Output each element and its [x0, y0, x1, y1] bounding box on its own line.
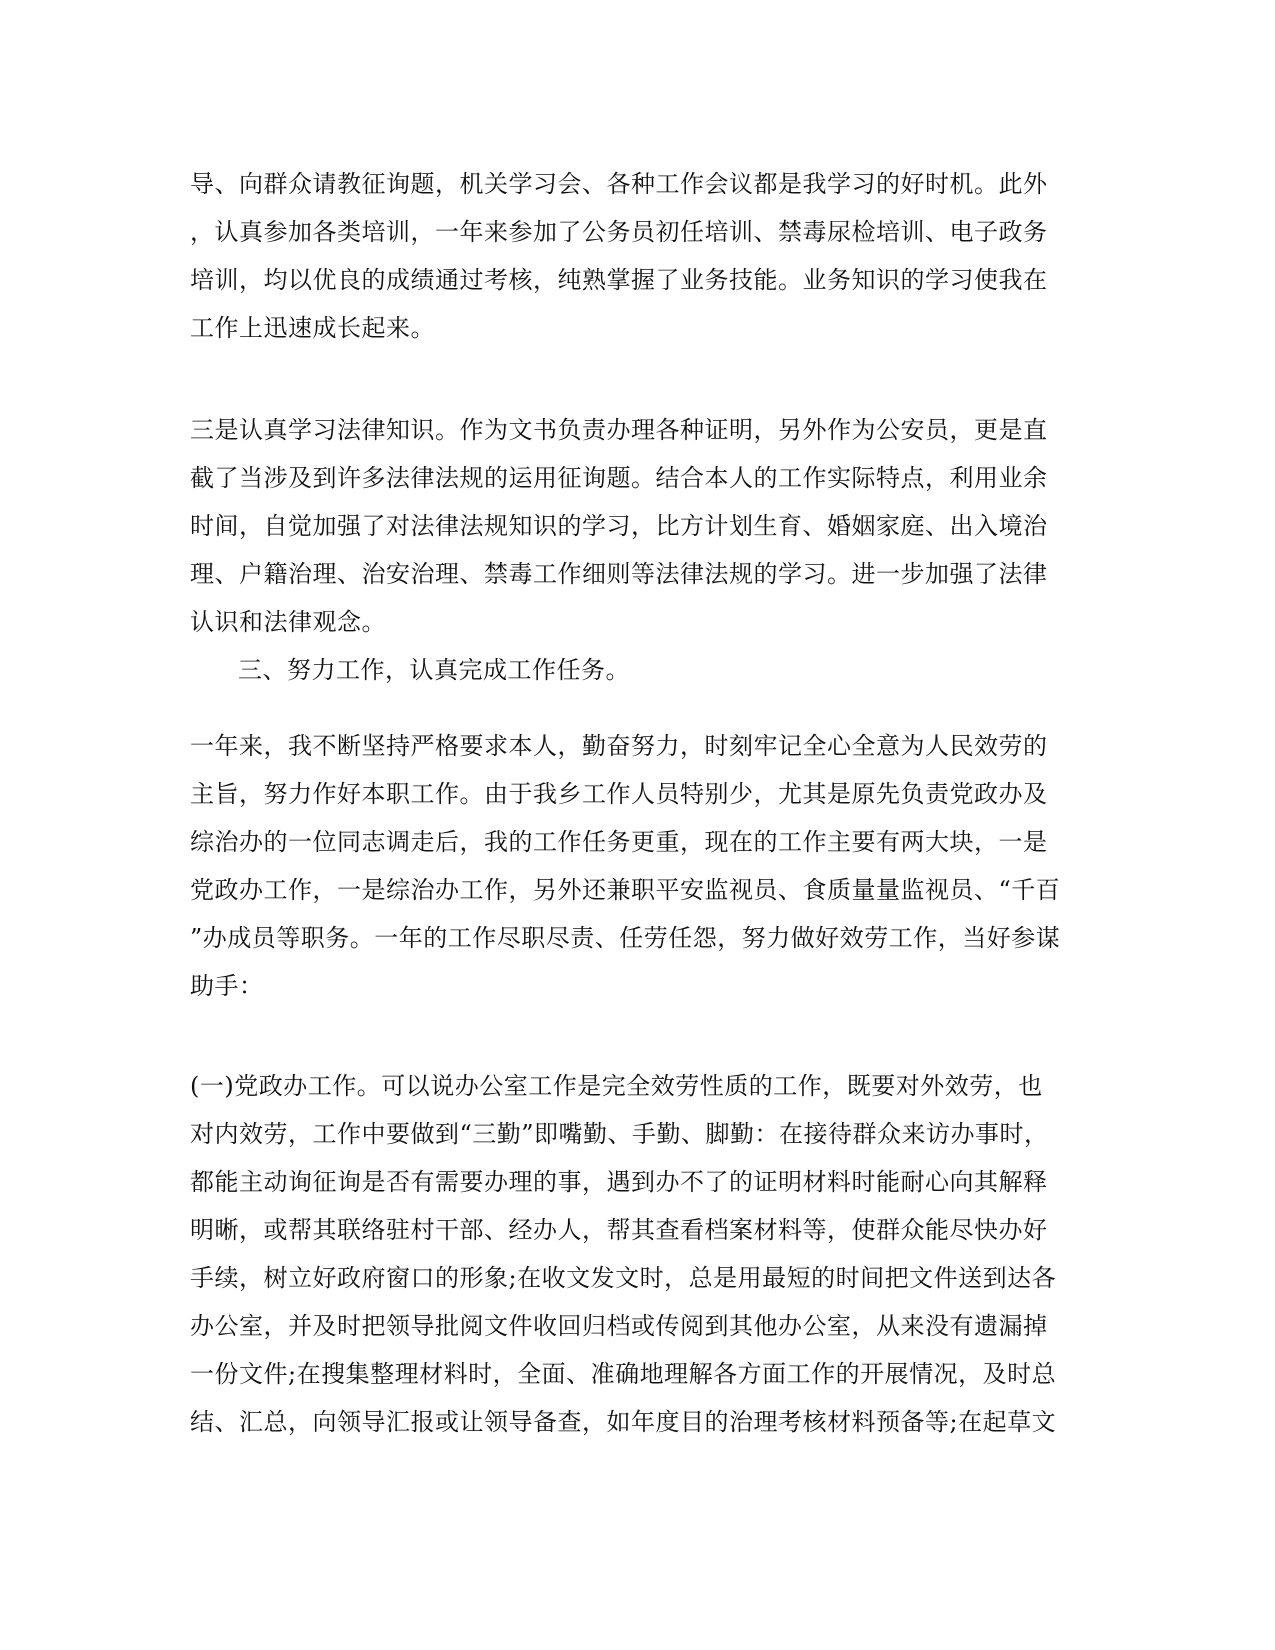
- text-line: 理、户籍治理、治安治理、禁毒工作细则等法律法规的学习。进一步加强了法律: [190, 560, 1048, 588]
- text-line: 截了当涉及到许多法律法规的运用征询题。结合本人的工作实际特点，利用业余: [190, 464, 1048, 492]
- text-line: 时间，自觉加强了对法律法规知识的学习，比方计划生育、婚姻家庭、出入境治: [190, 512, 1048, 540]
- text-line: 导、向群众请教征询题，机关学习会、各种工作会议都是我学习的好时机。此外: [190, 170, 1048, 198]
- text-line: 认识和法律观念。: [190, 608, 386, 636]
- text-line: 办公室，并及时把领导批阅文件收回归档或传阅到其他办公室，从来没有遗漏掉: [190, 1312, 1048, 1340]
- text-line: 三是认真学习法律知识。作为文书负责办理各种证明，另外作为公安员，更是直: [190, 416, 1048, 444]
- paragraph-legal-learning: [190, 406, 1070, 646]
- text-line: 工作上迅速成长起来。: [190, 314, 435, 342]
- text-line: ，认真参加各类培训，一年来参加了公务员初任培训、禁毒尿检培训、电子政务: [190, 218, 1048, 246]
- paragraph-business-learning: [190, 160, 1070, 352]
- text-line: 都能主动询征询是否有需要办理的事，遇到办不了的证明材料时能耐心向其解释: [190, 1168, 1048, 1196]
- text-line: 主旨，努力作好本职工作。由于我乡工作人员特别少，尤其是原先负责党政办及: [190, 780, 1048, 808]
- section-heading: [190, 646, 1070, 694]
- text-line: 一份文件;在搜集整理材料时，全面、准确地理解各方面工作的开展情况，及时总: [190, 1360, 1057, 1388]
- text-line: 手续，树立好政府窗口的形象;在收文发文时，总是用最短的时间把文件送到达各: [190, 1264, 1057, 1292]
- text-line: 结、汇总，向领导汇报或让领导备查，如年度目的治理考核材料预备等;在起草文: [190, 1408, 1057, 1436]
- text-line: 明晰，或帮其联络驻村干部、经办人，帮其查看档案材料等，使群众能尽快办好: [190, 1216, 1048, 1244]
- text-line: 综治办的一位同志调走后，我的工作任务更重，现在的工作主要有两大块，一是: [190, 828, 1048, 856]
- text-line: 一年来，我不断坚持严格要求本人，勤奋努力，时刻牢记全心全意为人民效劳的: [190, 732, 1048, 760]
- paragraph-work-overview: [190, 722, 1070, 1010]
- text-line: 党政办工作，一是综治办工作，另外还兼职平安监视员、食质量量监视员、“千百: [190, 876, 1061, 904]
- paragraph-party-office-work: [190, 1062, 1070, 1446]
- text-line: 对内效劳，工作中要做到“三勤”即嘴勤、手勤、脚勤：在接待群众来访办事时，: [190, 1120, 1049, 1148]
- text-line: (一)党政办工作。可以说办公室工作是完全效劳性质的工作，既要对外效劳，也: [190, 1072, 1043, 1100]
- heading-line: 三、努力工作，认真完成工作任务。: [238, 656, 630, 684]
- text-line: 培训，均以优良的成绩通过考核，纯熟掌握了业务技能。业务知识的学习使我在: [190, 266, 1048, 294]
- text-line: 助手：: [190, 972, 264, 1000]
- text-line: ”办成员等职务。一年的工作尽职尽责、任劳任怨，努力做好效劳工作，当好参谋: [190, 924, 1061, 952]
